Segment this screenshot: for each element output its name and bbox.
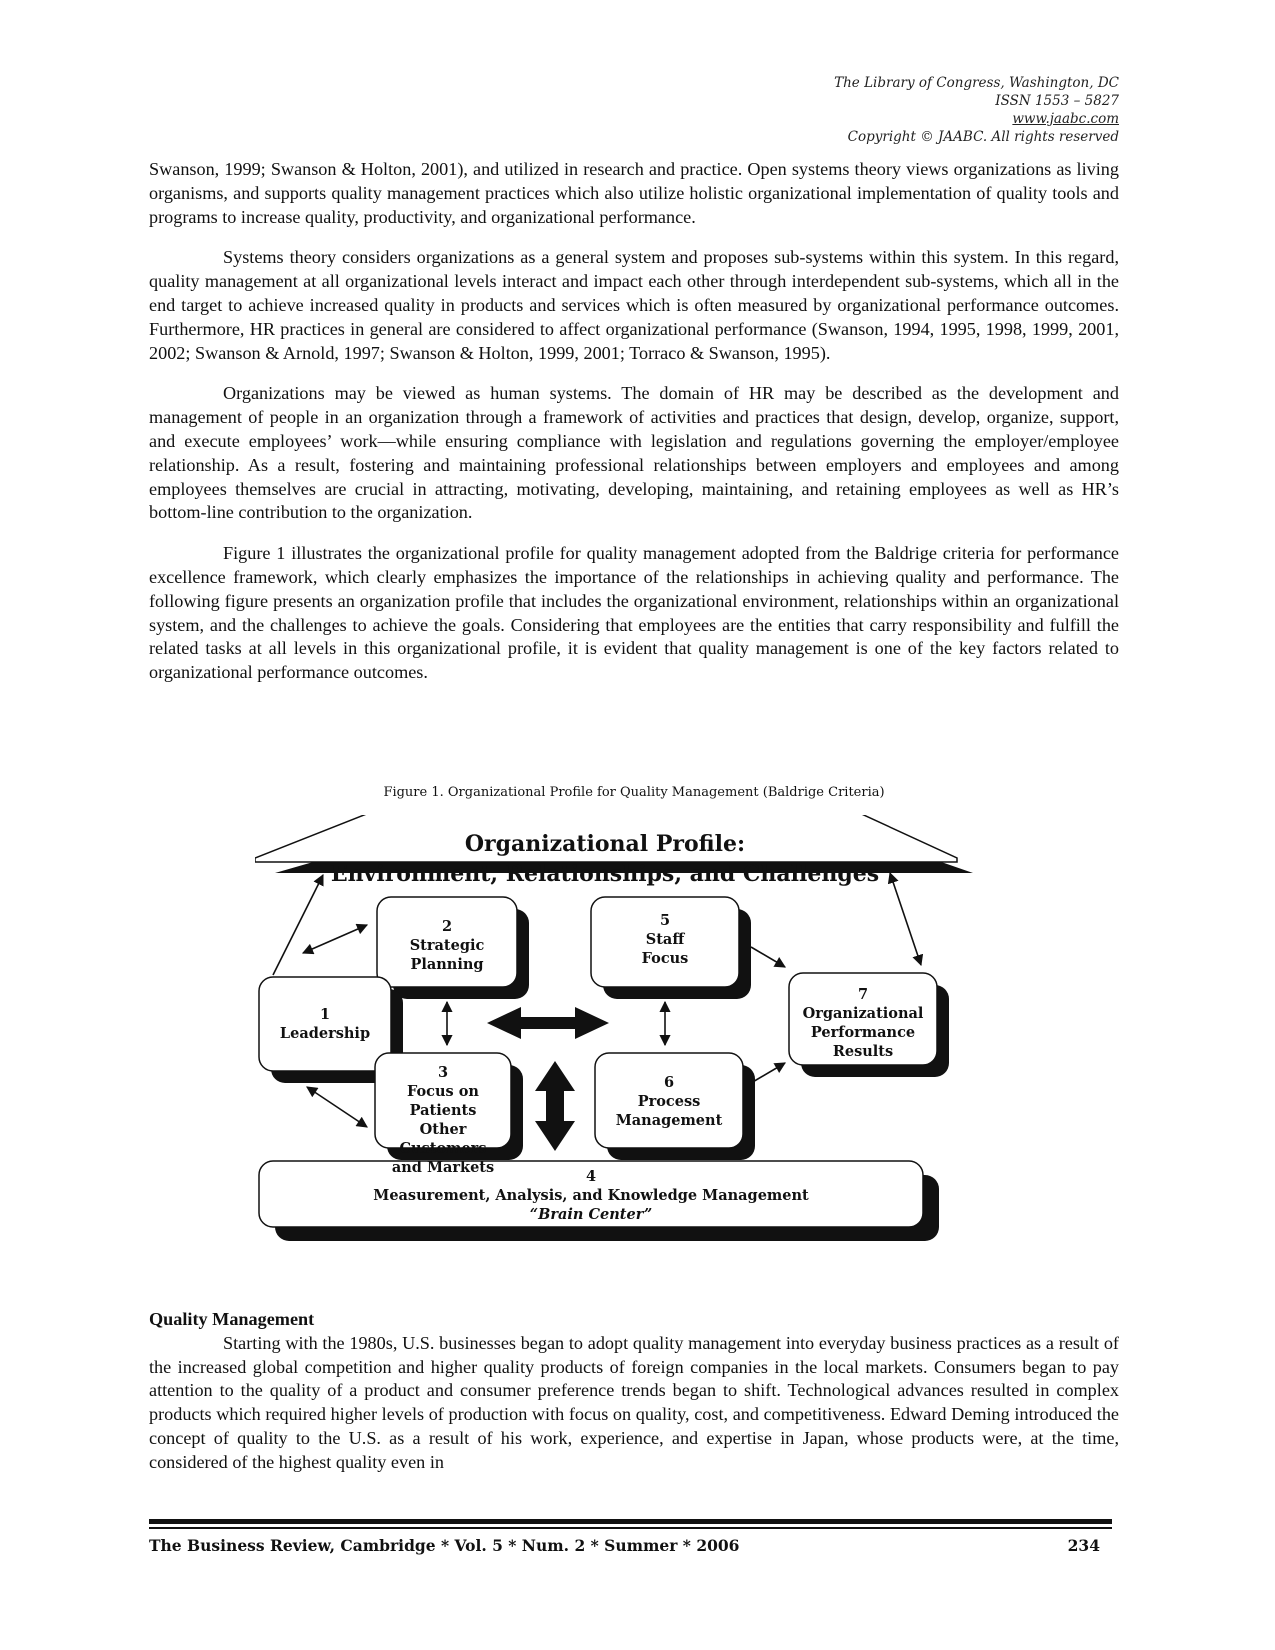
box-6-line-2: Management [615, 1112, 723, 1129]
box-2-label [377, 917, 517, 974]
section-paragraph: Starting with the 1980s, U.S. businesses began to adopt quality management into everyday business practices as a result of the increased global competition and higher quality products of foreign companies in the local markets. Consumers began to pay attention to the quality of a product and consumer preference trends began to shift. Technological advances resulted in complex products which required higher levels of production with focus on quality, cost, and competitiveness. Edward Deming introduced the concept of quality to the U.S. as a result of his work, experience, and expertise in Japan, whose products were, at the time, considered of the highest quality even in [149, 1332, 1119, 1472]
paragraph-3: Organizations may be viewed as human systems. The domain of HR may be described as the development and management of people in an organization through a framework of activities and practices that design, develop, organize, support, and execute employees’ work—while ensuring compliance with legislation and regulations governing the employer/employee relationship. As a result, fostering and maintaining professional relationships between employers and employees and among employees themselves are crucial in attracting, motivating, developing, maintaining, and retaining employees as well as HR’s bottom-line contribution to the organization. [149, 383, 1119, 523]
paragraph-1: Swanson, 1999; Swanson & Holton, 2001), and utilized in research and practice. Open systems theory views organizations as living organisms, and supports quality management practices which also utilize holistic organizational implementation of quality tools and programs to increase quality, productivity, and organizational performance. [149, 159, 1119, 227]
journal-header-info [834, 74, 1119, 146]
footer-rule-thin [149, 1527, 1112, 1529]
box-7-line-3: Results [832, 1043, 894, 1060]
footer-rule-thick [149, 1519, 1112, 1524]
box-3-line-3: and Markets [391, 1159, 495, 1176]
box-5-line-2: Focus [641, 950, 689, 967]
box-6-label [595, 1073, 743, 1130]
box-6-number: 6 [663, 1074, 675, 1091]
box-7-number: 7 [857, 986, 869, 1003]
center-horizontal-double-arrow [487, 1007, 609, 1039]
profile-title [255, 829, 955, 889]
article-body [149, 158, 1119, 702]
header-issn-line: ISSN 1553 – 5827 [995, 93, 1119, 109]
box-4-line-2: “Brain Center” [529, 1206, 653, 1223]
paragraph-2: Systems theory considers organizations as a general system and proposes sub-systems within this system. In this regard, quality management at all organizational levels interact and impact each other through interdependent sub-systems, which all in the end target to achieve increased quality in products and services which is often measured by organizational performance outcomes. Furthermore, HR practices in general are considered to affect organizational performance (Swanson, 1994, 1995, 1998, 1999, 2001, 2002; Swanson & Arnold, 1997; Swanson & Holton, 1999, 2001; Torraco & Swanson, 1995). [149, 247, 1119, 363]
org-profile-diagram [255, 815, 1015, 1305]
box-6-line-1: Process [637, 1093, 701, 1110]
box-3-line-1: Focus on Patients [407, 1083, 479, 1119]
figure-caption: Figure 1. Organizational Profile for Quality Management (Baldrige Criteria) [383, 785, 885, 800]
box-1-label [259, 1005, 391, 1043]
paragraph-4: Figure 1 illustrates the organizational profile for quality management adopted from the Baldrige criteria for performance excellence framework, which clearly emphasizes the importance of the relationships in achieving quality and performance. The following figure presents an organization profile that includes the organizational environment, relationships within an organizational system, and the challenges to achieve the goals. Considering that employees are the entities that carry responsibility and fulfill the related tasks at all levels in this organizational profile, it is evident that quality management is one of the key factors related to organizational performance outcomes. [149, 543, 1119, 683]
box-7-line-1: Organizational [802, 1005, 924, 1022]
box-1-line-1: Leadership [279, 1025, 371, 1042]
header-copyright-line: Copyright © JAABC. All rights reserved [847, 129, 1119, 145]
box-7-label [789, 985, 937, 1061]
box-3-line-2: Other Customers [399, 1121, 487, 1157]
box-7-line-2: Performance [810, 1024, 916, 1041]
section-heading: Quality Management [149, 1309, 315, 1329]
footer-journal-info: The Business Review, Cambridge * Vol. 5 * Num. 2 * Summer * 2006 [149, 1536, 740, 1555]
box-2-line-1: Strategic [409, 937, 485, 954]
center-vertical-double-arrow [535, 1061, 575, 1151]
box-5-line-1: Staff [645, 931, 685, 948]
box-2-line-2: Planning [410, 956, 484, 973]
profile-title-line-2: Environment, Relationships, and Challenges [330, 861, 880, 887]
footer-page-number: 234 [1067, 1536, 1100, 1555]
quality-management-section [149, 1308, 1119, 1475]
box-1-number: 1 [319, 1006, 331, 1023]
box-4-line-1: Measurement, Analysis, and Knowledge Management [373, 1187, 809, 1204]
box-3-number: 3 [437, 1064, 449, 1081]
header-library-line: The Library of Congress, Washington, DC [834, 75, 1119, 91]
box-5-label [591, 911, 739, 968]
box-3-label [375, 1063, 511, 1177]
box-4-number: 4 [585, 1168, 597, 1185]
box-2-number: 2 [441, 918, 453, 935]
box-5-number: 5 [659, 912, 671, 929]
profile-title-line-1: Organizational Profile: [464, 831, 746, 857]
header-website-link[interactable]: www.jaabc.com [1012, 111, 1119, 127]
box-4-label [259, 1167, 923, 1224]
